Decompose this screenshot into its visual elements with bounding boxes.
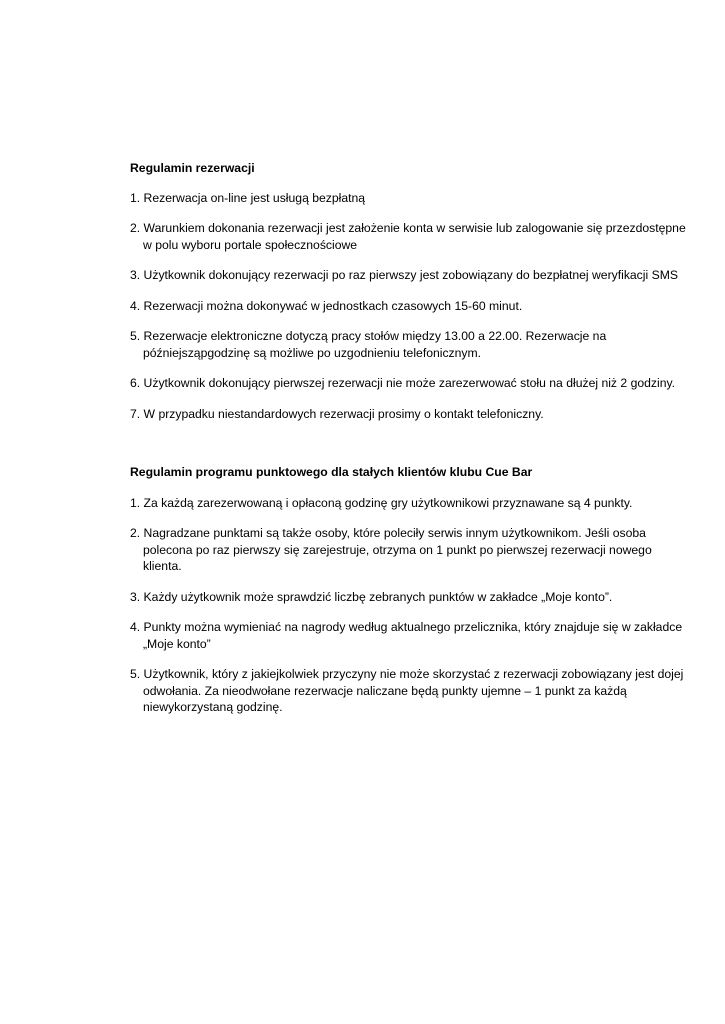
list-item: 5. Użytkownik, który z jakiejkolwiek przyczyny nie może skorzystać z rezerwacji zobowiązany jest dojej odwołania. Za nieodwołane rezerwacje naliczane będą punkty ujemne – 1 punkt za każdą niewykorzystaną godzinę. xyxy=(130,667,684,714)
reservation-rules-section xyxy=(130,160,690,422)
list-item: 1. Za każdą zarezerwowaną i opłaconą godzinę gry użytkownikowi przyznawane są 4 punkty. xyxy=(130,495,633,510)
list-item: 3. Każdy użytkownik może sprawdzić liczbę zebranych punktów w zakładce „Moje konto”. xyxy=(130,589,613,604)
list-item: 1. Rezerwacja on-line jest usługą bezpłatną xyxy=(130,190,366,205)
loyalty-program-heading: Regulamin programu punktowego dla stałych klientów klubu Cue Bar xyxy=(130,465,533,479)
list-item: 2. Warunkiem dokonania rezerwacji jest założenie konta w serwisie lub zalogowanie się przezdostępne w polu wyboru portale społecznościowe xyxy=(130,221,686,252)
list-item: 7. W przypadku niestandardowych rezerwacji prosimy o kontakt telefoniczny. xyxy=(130,406,544,421)
list-item: 4. Punkty można wymieniać na nagrody według aktualnego przelicznika, który znajduje się w zakładce „Moje konto” xyxy=(130,620,683,651)
list-item: 4. Rezerwacji można dokonywać w jednostkach czasowych 15-60 minut. xyxy=(130,298,523,313)
list-item: 5. Rezerwacje elektroniczne dotyczą pracy stołów między 13.00 a 22.00. Rezerwacje na późniejsząpgodzinę są możliwe po uzgodnieniu telefonicznym. xyxy=(130,329,607,360)
loyalty-program-section xyxy=(130,464,690,716)
document-page xyxy=(130,160,690,730)
reservation-rules-heading: Regulamin rezerwacji xyxy=(130,161,255,175)
list-item: 2. Nagradzane punktami są także osoby, które poleciły serwis innym użytkownikom. Jeśli osoba polecona po raz pierwszy się zarejestruje, otrzyma on 1 punkt po pierwszej rezerwacji nowego klienta. xyxy=(130,526,652,573)
list-item: 3. Użytkownik dokonujący rezerwacji po raz pierwszy jest zobowiązany do bezpłatnej weryfikacji SMS xyxy=(130,268,678,282)
list-item: 6. Użytkownik dokonujący pierwszej rezerwacji nie może zarezerwować stołu na dłużej niż 2 godziny. xyxy=(130,376,676,390)
